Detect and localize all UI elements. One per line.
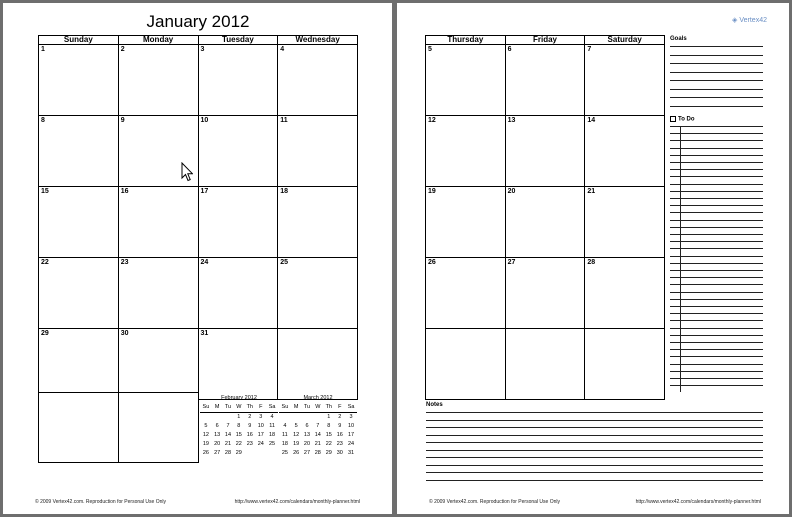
- mini-calendar-day-header: Th: [323, 403, 334, 413]
- mini-calendar-date: [291, 413, 302, 423]
- day-cell[interactable]: 10: [198, 116, 278, 187]
- mini-calendar-date: 19: [202, 441, 209, 447]
- ruled-line: [670, 97, 763, 98]
- ruled-line: [670, 248, 763, 249]
- blank-box-2: [118, 392, 199, 463]
- ruled-line: [670, 184, 763, 185]
- todo-checkbox-column: [680, 126, 681, 392]
- mini-calendar-date: 12: [293, 432, 300, 438]
- ruled-line: [670, 162, 763, 163]
- day-cell[interactable]: 19: [426, 187, 506, 258]
- ruled-line: [670, 256, 763, 257]
- mini-calendar-title: February 2012: [221, 395, 257, 401]
- ruled-line: [670, 106, 763, 107]
- mini-calendar-table: [279, 403, 357, 458]
- calendar-grid-right: [425, 35, 665, 400]
- mini-calendar-date: [312, 413, 323, 423]
- month-title: January 2012: [146, 12, 250, 31]
- footer-copyright: © 2009 Vertex42.com. Reproduction for Personal Use Only: [429, 499, 560, 505]
- mini-calendar-date: 27: [214, 450, 221, 456]
- ruled-line: [670, 349, 763, 350]
- day-header: Wednesday: [278, 36, 358, 45]
- todo-label: [670, 116, 695, 123]
- mini-calendar-date: 3: [259, 414, 263, 420]
- day-header: Monday: [118, 36, 198, 45]
- ruled-line: [670, 284, 763, 285]
- mini-calendar-date: 17: [348, 432, 355, 438]
- day-cell[interactable]: 24: [198, 258, 278, 329]
- ruled-line: [670, 335, 763, 336]
- day-cell[interactable]: 20: [505, 187, 585, 258]
- mini-calendar-date: 29: [325, 450, 332, 456]
- mini-calendar-date: 24: [257, 441, 264, 447]
- day-cell[interactable]: 7: [585, 45, 665, 116]
- day-cell[interactable]: 3: [198, 45, 278, 116]
- footer-copyright: © 2009 Vertex42.com. Reproduction for Personal Use Only: [35, 499, 166, 505]
- ruled-line: [670, 299, 763, 300]
- mini-calendar-date: 20: [214, 441, 221, 447]
- logo-text: Vertex42: [739, 17, 767, 24]
- ruled-line: [670, 328, 763, 329]
- day-cell[interactable]: 1: [39, 45, 119, 116]
- ruled-line: [670, 371, 763, 372]
- ruled-line: [670, 306, 763, 307]
- ruled-line: [670, 277, 763, 278]
- day-cell[interactable]: 29: [39, 329, 119, 400]
- mini-calendar-date: 2: [338, 414, 342, 420]
- mini-calendar-date: [255, 449, 266, 458]
- mini-calendar-date: 4: [283, 423, 287, 429]
- mini-calendar-date: 28: [314, 450, 321, 456]
- checkbox-icon: [670, 116, 676, 122]
- ruled-line: [670, 72, 763, 73]
- calendar-grid-left: [38, 35, 358, 400]
- mini-calendar-date: 20: [303, 441, 311, 447]
- mini-calendar-day-header: Tu: [223, 403, 234, 413]
- mini-calendar-date: 9: [248, 423, 252, 429]
- ruled-line: [670, 364, 763, 365]
- day-cell[interactable]: 16: [118, 187, 198, 258]
- mini-calendar-february: [200, 395, 278, 458]
- footer-url[interactable]: http://www.vertex42.com/calendars/monthly-planner.html: [635, 499, 761, 505]
- mini-calendar-date: 2: [248, 414, 252, 420]
- mini-calendar-day-header: Sa: [345, 403, 357, 413]
- ruled-line: [670, 55, 763, 56]
- mini-calendar-date: 25: [281, 450, 288, 456]
- mini-calendar-date: 13: [214, 432, 221, 438]
- mini-calendar-march: [279, 395, 357, 458]
- ruled-line: [670, 270, 763, 271]
- mini-calendar-day-header: Su: [279, 403, 291, 413]
- mini-calendar-date: 27: [303, 450, 311, 456]
- mini-calendar-date: 14: [314, 432, 321, 438]
- mini-calendar-date: 30: [336, 450, 343, 456]
- ruled-line: [670, 292, 763, 293]
- day-header: Sunday: [39, 36, 119, 45]
- mini-calendar-date: 9: [338, 423, 342, 429]
- ruled-line: [670, 148, 763, 149]
- ruled-line: [426, 427, 763, 428]
- mini-calendar-date: 28: [224, 450, 232, 456]
- mini-calendar-date: 15: [235, 432, 242, 438]
- mini-calendar-date: [266, 449, 278, 458]
- day-cell[interactable]: 27: [505, 258, 585, 329]
- mini-calendar-day-header: M: [291, 403, 302, 413]
- vertex42-logo: [732, 16, 767, 24]
- mini-calendar-date: 1: [327, 414, 331, 420]
- ruled-line: [670, 126, 763, 127]
- mini-calendar-date: 8: [237, 423, 241, 429]
- ruled-line: [426, 472, 763, 473]
- footer-url[interactable]: http://www.vertex42.com/calendars/monthly-planner.html: [234, 499, 360, 505]
- ruled-line: [670, 191, 763, 192]
- ruled-line: [670, 205, 763, 206]
- ruled-line: [670, 342, 763, 343]
- mini-calendar-day-header: Tu: [302, 403, 313, 413]
- day-cell[interactable]: 6: [505, 45, 585, 116]
- mini-calendar-date: 21: [314, 441, 321, 447]
- ruled-line: [670, 313, 763, 314]
- mini-calendar-date: 11: [282, 432, 288, 438]
- ruled-line: [670, 89, 763, 90]
- mini-calendar-date: 12: [202, 432, 209, 438]
- day-header: Tuesday: [198, 36, 278, 45]
- mini-calendar-date: 22: [325, 441, 332, 447]
- mini-calendar-date: 7: [316, 423, 320, 429]
- ruled-line: [670, 176, 763, 177]
- goals-label: Goals: [670, 36, 687, 42]
- day-cell[interactable]: 5: [426, 45, 506, 116]
- mini-calendar-date: 10: [348, 423, 355, 429]
- mini-calendar-day-header: Su: [200, 403, 212, 413]
- ruled-line: [670, 356, 763, 357]
- day-cell[interactable]: 26: [426, 258, 506, 329]
- mini-calendar-date: [223, 413, 234, 423]
- mini-calendar-date: [200, 413, 212, 423]
- day-cell[interactable]: 22: [39, 258, 119, 329]
- mini-calendar-date: 26: [202, 450, 209, 456]
- ruled-line: [670, 234, 763, 235]
- day-cell[interactable]: 28: [585, 258, 665, 329]
- ruled-line: [670, 63, 763, 64]
- day-cell[interactable]: 8: [39, 116, 119, 187]
- mini-calendar-date: 13: [303, 432, 311, 438]
- ruled-line: [426, 435, 763, 436]
- mini-calendar-date: 4: [270, 414, 274, 420]
- day-cell[interactable]: 31: [198, 329, 278, 400]
- day-cell[interactable]: [585, 329, 665, 400]
- day-cell[interactable]: 30: [118, 329, 198, 400]
- mini-calendar-date: 11: [269, 423, 275, 429]
- ruled-line: [670, 80, 763, 81]
- day-cell[interactable]: 11: [278, 116, 358, 187]
- day-header: Thursday: [426, 36, 506, 45]
- mini-calendar-table: [200, 403, 278, 458]
- ruled-line: [670, 140, 763, 141]
- day-cell[interactable]: 25: [278, 258, 358, 329]
- mini-calendar-date: [244, 449, 255, 458]
- mini-calendar-date: [279, 413, 291, 423]
- right-page: [397, 3, 789, 514]
- mini-calendar-date: 3: [349, 414, 353, 420]
- ruled-line: [670, 46, 763, 47]
- mini-calendar-day-header: F: [255, 403, 266, 413]
- ruled-line: [670, 133, 763, 134]
- ruled-line: [426, 480, 763, 481]
- day-cell[interactable]: 14: [585, 116, 665, 187]
- mini-calendar-date: 8: [327, 423, 331, 429]
- ruled-line: [426, 457, 763, 458]
- mini-calendar-date: 18: [281, 441, 288, 447]
- day-cell[interactable]: 21: [585, 187, 665, 258]
- mini-calendar-date: 24: [348, 441, 355, 447]
- ruled-line: [426, 465, 763, 466]
- ruled-line: [426, 420, 763, 421]
- left-page: [3, 3, 392, 514]
- day-cell[interactable]: 9: [118, 116, 198, 187]
- mini-calendar-day-header: W: [312, 403, 323, 413]
- mini-calendar-date: 7: [226, 423, 230, 429]
- blank-box-1: [38, 392, 119, 463]
- logo-icon: ◈: [732, 17, 740, 24]
- ruled-line: [670, 155, 763, 156]
- mini-calendar-date: 23: [336, 441, 343, 447]
- mini-calendar-date: 17: [257, 432, 264, 438]
- mini-calendar-date: 16: [336, 432, 343, 438]
- day-header: Saturday: [585, 36, 665, 45]
- mini-calendar-day-header: W: [233, 403, 244, 413]
- mini-calendar-day-header: Th: [244, 403, 255, 413]
- day-cell[interactable]: 12: [426, 116, 506, 187]
- mini-calendar-date: 5: [204, 423, 208, 429]
- mini-calendar-date: 15: [325, 432, 332, 438]
- mini-calendar-date: 22: [235, 441, 242, 447]
- day-cell[interactable]: [426, 329, 506, 400]
- mini-calendar-date: 31: [348, 450, 355, 456]
- day-cell[interactable]: 15: [39, 187, 119, 258]
- mini-calendar-date: 1: [237, 414, 241, 420]
- mini-calendar-date: 6: [305, 423, 309, 429]
- mini-calendar-date: 10: [257, 423, 264, 429]
- mini-calendar-date: 6: [215, 423, 219, 429]
- mini-calendar-date: 5: [294, 423, 298, 429]
- mini-calendar-date: 18: [269, 432, 276, 438]
- ruled-line: [670, 198, 763, 199]
- mini-calendar-date: 21: [224, 441, 232, 447]
- day-cell[interactable]: [505, 329, 585, 400]
- mini-calendar-date: 19: [293, 441, 300, 447]
- day-cell[interactable]: 13: [505, 116, 585, 187]
- mini-calendar-date: 16: [246, 432, 253, 438]
- ruled-line: [670, 169, 763, 170]
- day-cell[interactable]: 4: [278, 45, 358, 116]
- ruled-line: [670, 241, 763, 242]
- mini-calendar-date: [302, 413, 313, 423]
- mini-calendar-date: 25: [269, 441, 276, 447]
- mini-calendar-day-header: M: [212, 403, 223, 413]
- mini-calendar-date: 23: [246, 441, 253, 447]
- mouse-cursor-icon: [181, 162, 193, 187]
- todo-label-text: To Do: [678, 116, 695, 123]
- notes-label: Notes: [426, 402, 443, 408]
- ruled-line: [670, 227, 763, 228]
- ruled-line: [670, 212, 763, 213]
- ruled-line: [670, 378, 763, 379]
- mini-calendar-date: 14: [224, 432, 232, 438]
- mini-calendar-day-header: F: [334, 403, 345, 413]
- mini-calendar-date: [212, 413, 223, 423]
- mini-calendar-date: 29: [235, 450, 242, 456]
- day-header: Friday: [505, 36, 585, 45]
- mini-calendar-date: 26: [293, 450, 300, 456]
- mini-calendar-title: March 2012: [303, 395, 333, 401]
- ruled-line: [670, 220, 763, 221]
- day-cell[interactable]: 2: [118, 45, 198, 116]
- ruled-line: [426, 442, 763, 443]
- ruled-line: [426, 450, 763, 451]
- day-cell[interactable]: 17: [198, 187, 278, 258]
- ruled-line: [670, 263, 763, 264]
- day-cell[interactable]: 18: [278, 187, 358, 258]
- ruled-line: [670, 385, 763, 386]
- ruled-line: [426, 412, 763, 413]
- mini-calendar-day-header: Sa: [266, 403, 278, 413]
- ruled-line: [670, 320, 763, 321]
- day-cell[interactable]: 23: [118, 258, 198, 329]
- day-cell[interactable]: [278, 329, 358, 400]
